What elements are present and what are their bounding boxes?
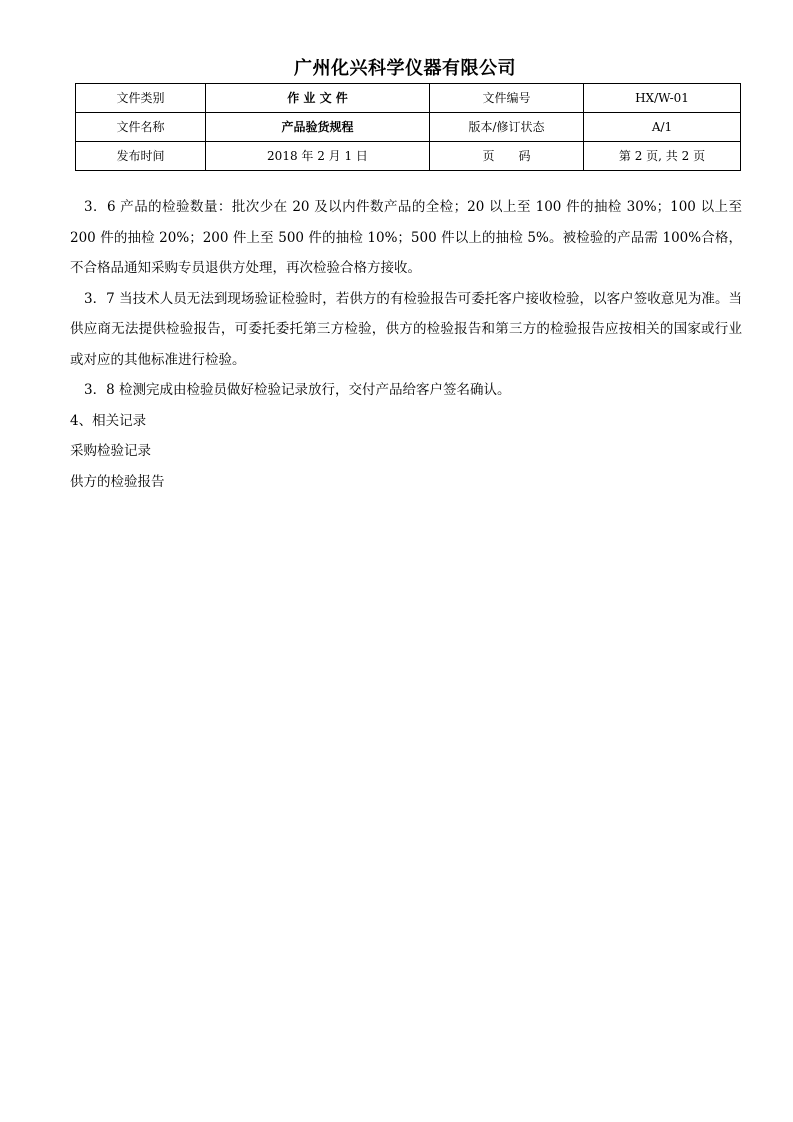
doc-name-value: 产品验货规程	[206, 113, 430, 142]
document-body	[70, 192, 742, 497]
header-row-date	[76, 142, 741, 171]
doc-number-value: HX/W-01	[584, 84, 741, 113]
doc-version-value: A/1	[584, 113, 741, 142]
doc-name-label: 文件名称	[76, 113, 206, 142]
publish-date-label: 发布时间	[76, 142, 206, 171]
doc-category-label: 文件类别	[76, 84, 206, 113]
doc-category-value: 作 业 文 件	[206, 84, 430, 113]
record-item: 供方的检验报告	[70, 473, 165, 490]
section-4-heading: 4、相关记录	[70, 412, 147, 429]
doc-version-label: 版本/修订状态	[430, 113, 584, 142]
paragraph-3-6: 3．6 产品的检验数量：批次少在 20 及以内件数产品的全检；20 以上至 100 件的抽检 30%；100 以上至 200 件的抽检 20%；200 件上至 500 件的抽检 10%；500 件以上的抽检 5%。被检验的产品需 100%合格，不合格品通知采购专员退供方处理，再次检验合格方接收。	[70, 199, 742, 276]
header-row-category	[76, 84, 741, 113]
document-header-table	[75, 83, 741, 171]
paragraph-3-7: 3．7 当技术人员无法到现场验证检验时，若供方的有检验报告可委托客户接收检验，以客户签收意见为准。当供应商无法提供检验报告，可委托委托第三方检验，供方的检验报告和第三方的检验报告应按相关的国家或行业或对应的其他标准进行检验。	[70, 290, 742, 368]
page-number-label: 页 码	[430, 142, 584, 171]
page-number-value: 第 2 页, 共 2 页	[584, 142, 741, 171]
company-title: 广州化兴科学仪器有限公司	[294, 58, 516, 79]
publish-date-value: 2018 年 2 月 1 日	[206, 142, 430, 171]
record-item: 采购检验记录	[70, 443, 151, 459]
doc-number-label: 文件编号	[430, 84, 584, 113]
header-row-name	[76, 113, 741, 142]
paragraph-3-8: 3．8 检测完成由检验员做好检验记录放行，交付产品给客户签名确认。	[84, 382, 511, 398]
